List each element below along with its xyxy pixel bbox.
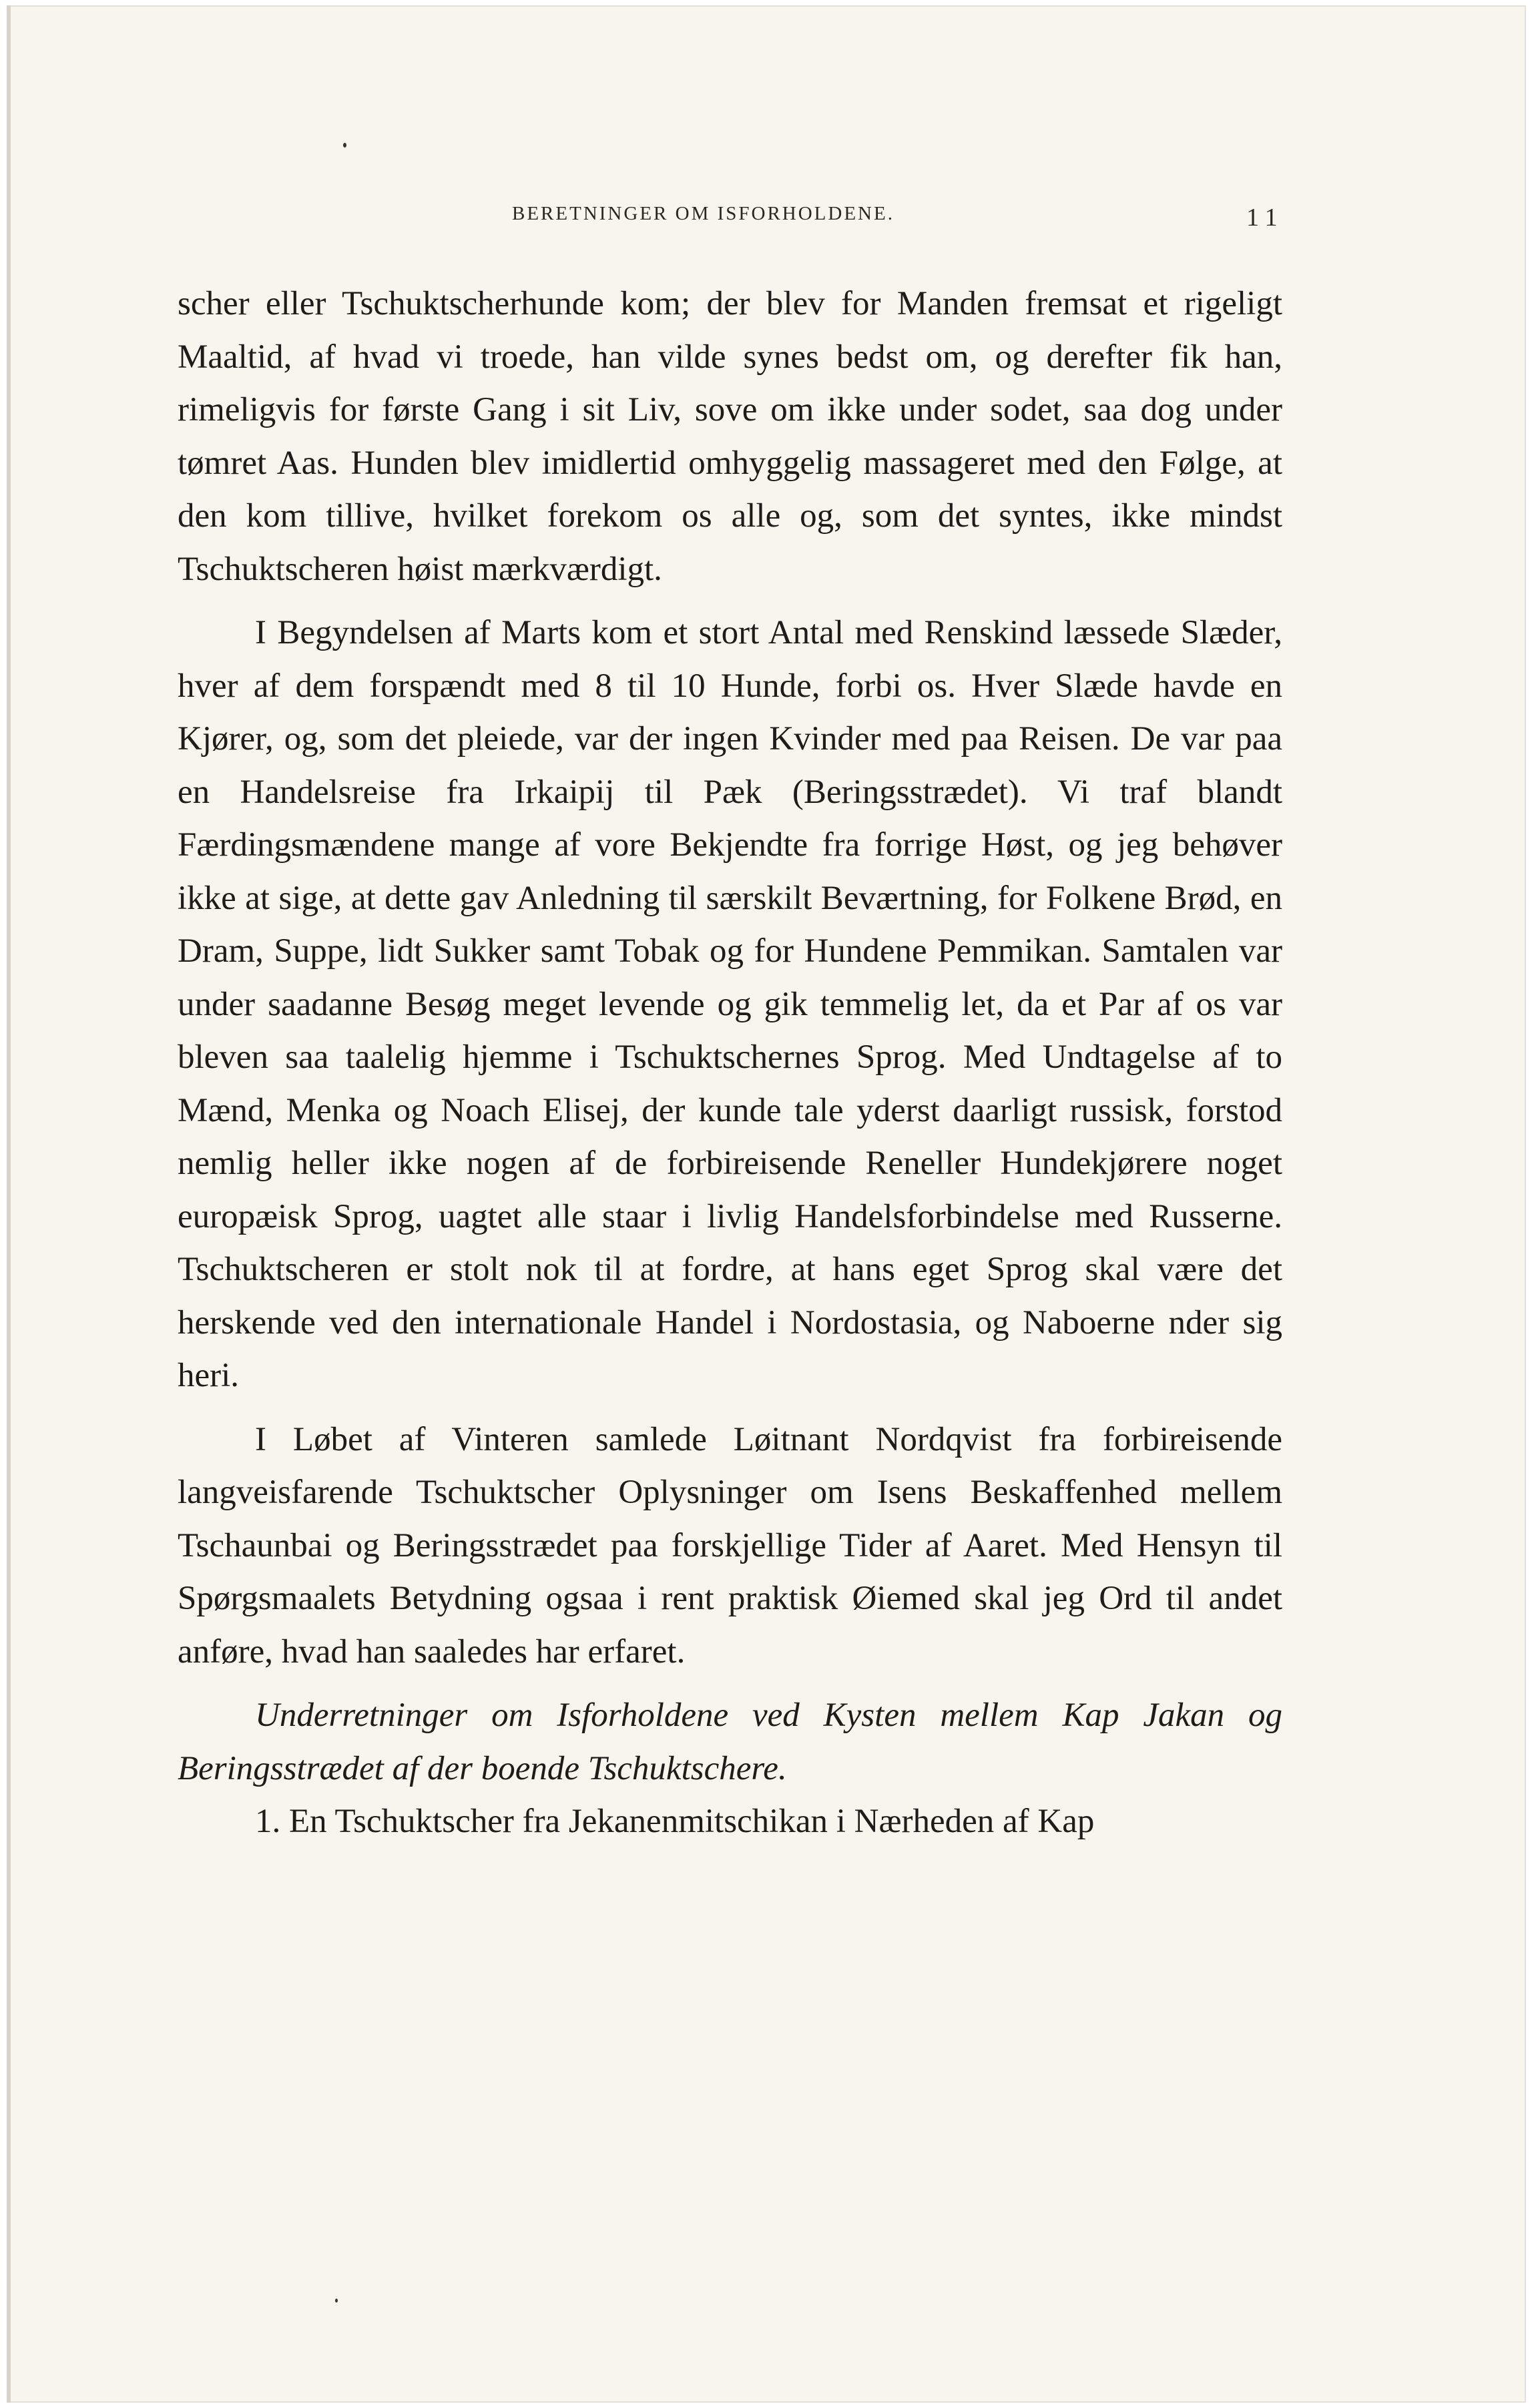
numbered-item-1: 1. En Tschuktscher fra Jekanenmitschikan i Nærheden af Kap	[255, 1803, 1095, 1840]
paragraph-nordqvist: I Løbet af Vinteren samlede Løitnant Nordqvist fra forbireisende langveisfarende Tschuktscher Oplysninger om Isens Beskaffenhed mellem Tschaunbai og Beringsstrædet paa forskjellige Tider af Aaret. Med Hensyn til Spørgsmaalets Betydning ogsaa i rent praktisk Øiemed skal jeg Ord til andet anføre, hvad han saaledes har erfaret.	[178, 1420, 1282, 1671]
book-page	[7, 5, 1526, 2403]
paragraph-marts: I Begyndelsen af Marts kom et stort Antal med Renskind læssede Slæder, hver af dem forspændt med 8 til 10 Hunde, forbi os. Hver Slæde havde en Kjører, og, som det pleiede, var der ingen Kvinder med paa Reisen. De var paa en Handelsreise fra Irkaipij til Pæk (Beringsstrædet). Vi traf blandt Færdingsmændene mange af vore Bekjendte fra forrige Høst, og jeg behøver ikke at sige, at dette gav Anledning til særskilt Beværtning, for Folkene Brød, en Dram, Suppe, lidt Sukker samt Tobak og for Hundene Pemmikan. Samtalen var under saadanne Besøg meget levende og gik temmelig let, da et Par af os var bleven saa taalelig hjemme i Tschuktschernes Sprog. Med Undtagelse af to Mænd, Menka og Noach Elisej, der kunde tale yderst daarligt russisk, forstod nemlig heller ikke nogen af de forbireisende Reneller Hundekjørere noget europæisk Sprog, uagtet alle staar i livlig Handelsforbindelse med Russerne. Tschuktscheren er stolt nok til at fordre, at hans eget Sprog skal være det herskende ved den internationale Handel i Nordostasia, og Naboerne nder sig heri.	[178, 614, 1282, 1394]
ink-speck	[343, 143, 346, 147]
body-text	[178, 278, 1282, 1849]
running-header	[7, 203, 1526, 243]
paragraph-continuation: scher eller Tschuktscherhunde kom; der blev for Manden fremsat et rigeligt Maaltid, af hvad vi troede, han vilde synes bedst om, og derefter fik han, rimeligvis for første Gang i sit Liv, sove om ikke under sodet, saa dog under tømret Aas. Hunden blev imidlertid omhyggelig massageret med den Følge, at den kom tillive, hvilket forekom os alle og, som det syntes, ikke mindst Tschuktscheren høist mærkværdigt.	[178, 285, 1282, 588]
page-number: 11	[1246, 204, 1284, 232]
running-title: BERETNINGER OM ISFORHOLDENE.	[512, 203, 894, 224]
ink-speck	[335, 2299, 338, 2303]
section-heading: Underretninger om Isforholdene ved Kysten mellem Kap Jakan og Beringsstrædet af der boende Tschuktschere.	[178, 1697, 1282, 1787]
